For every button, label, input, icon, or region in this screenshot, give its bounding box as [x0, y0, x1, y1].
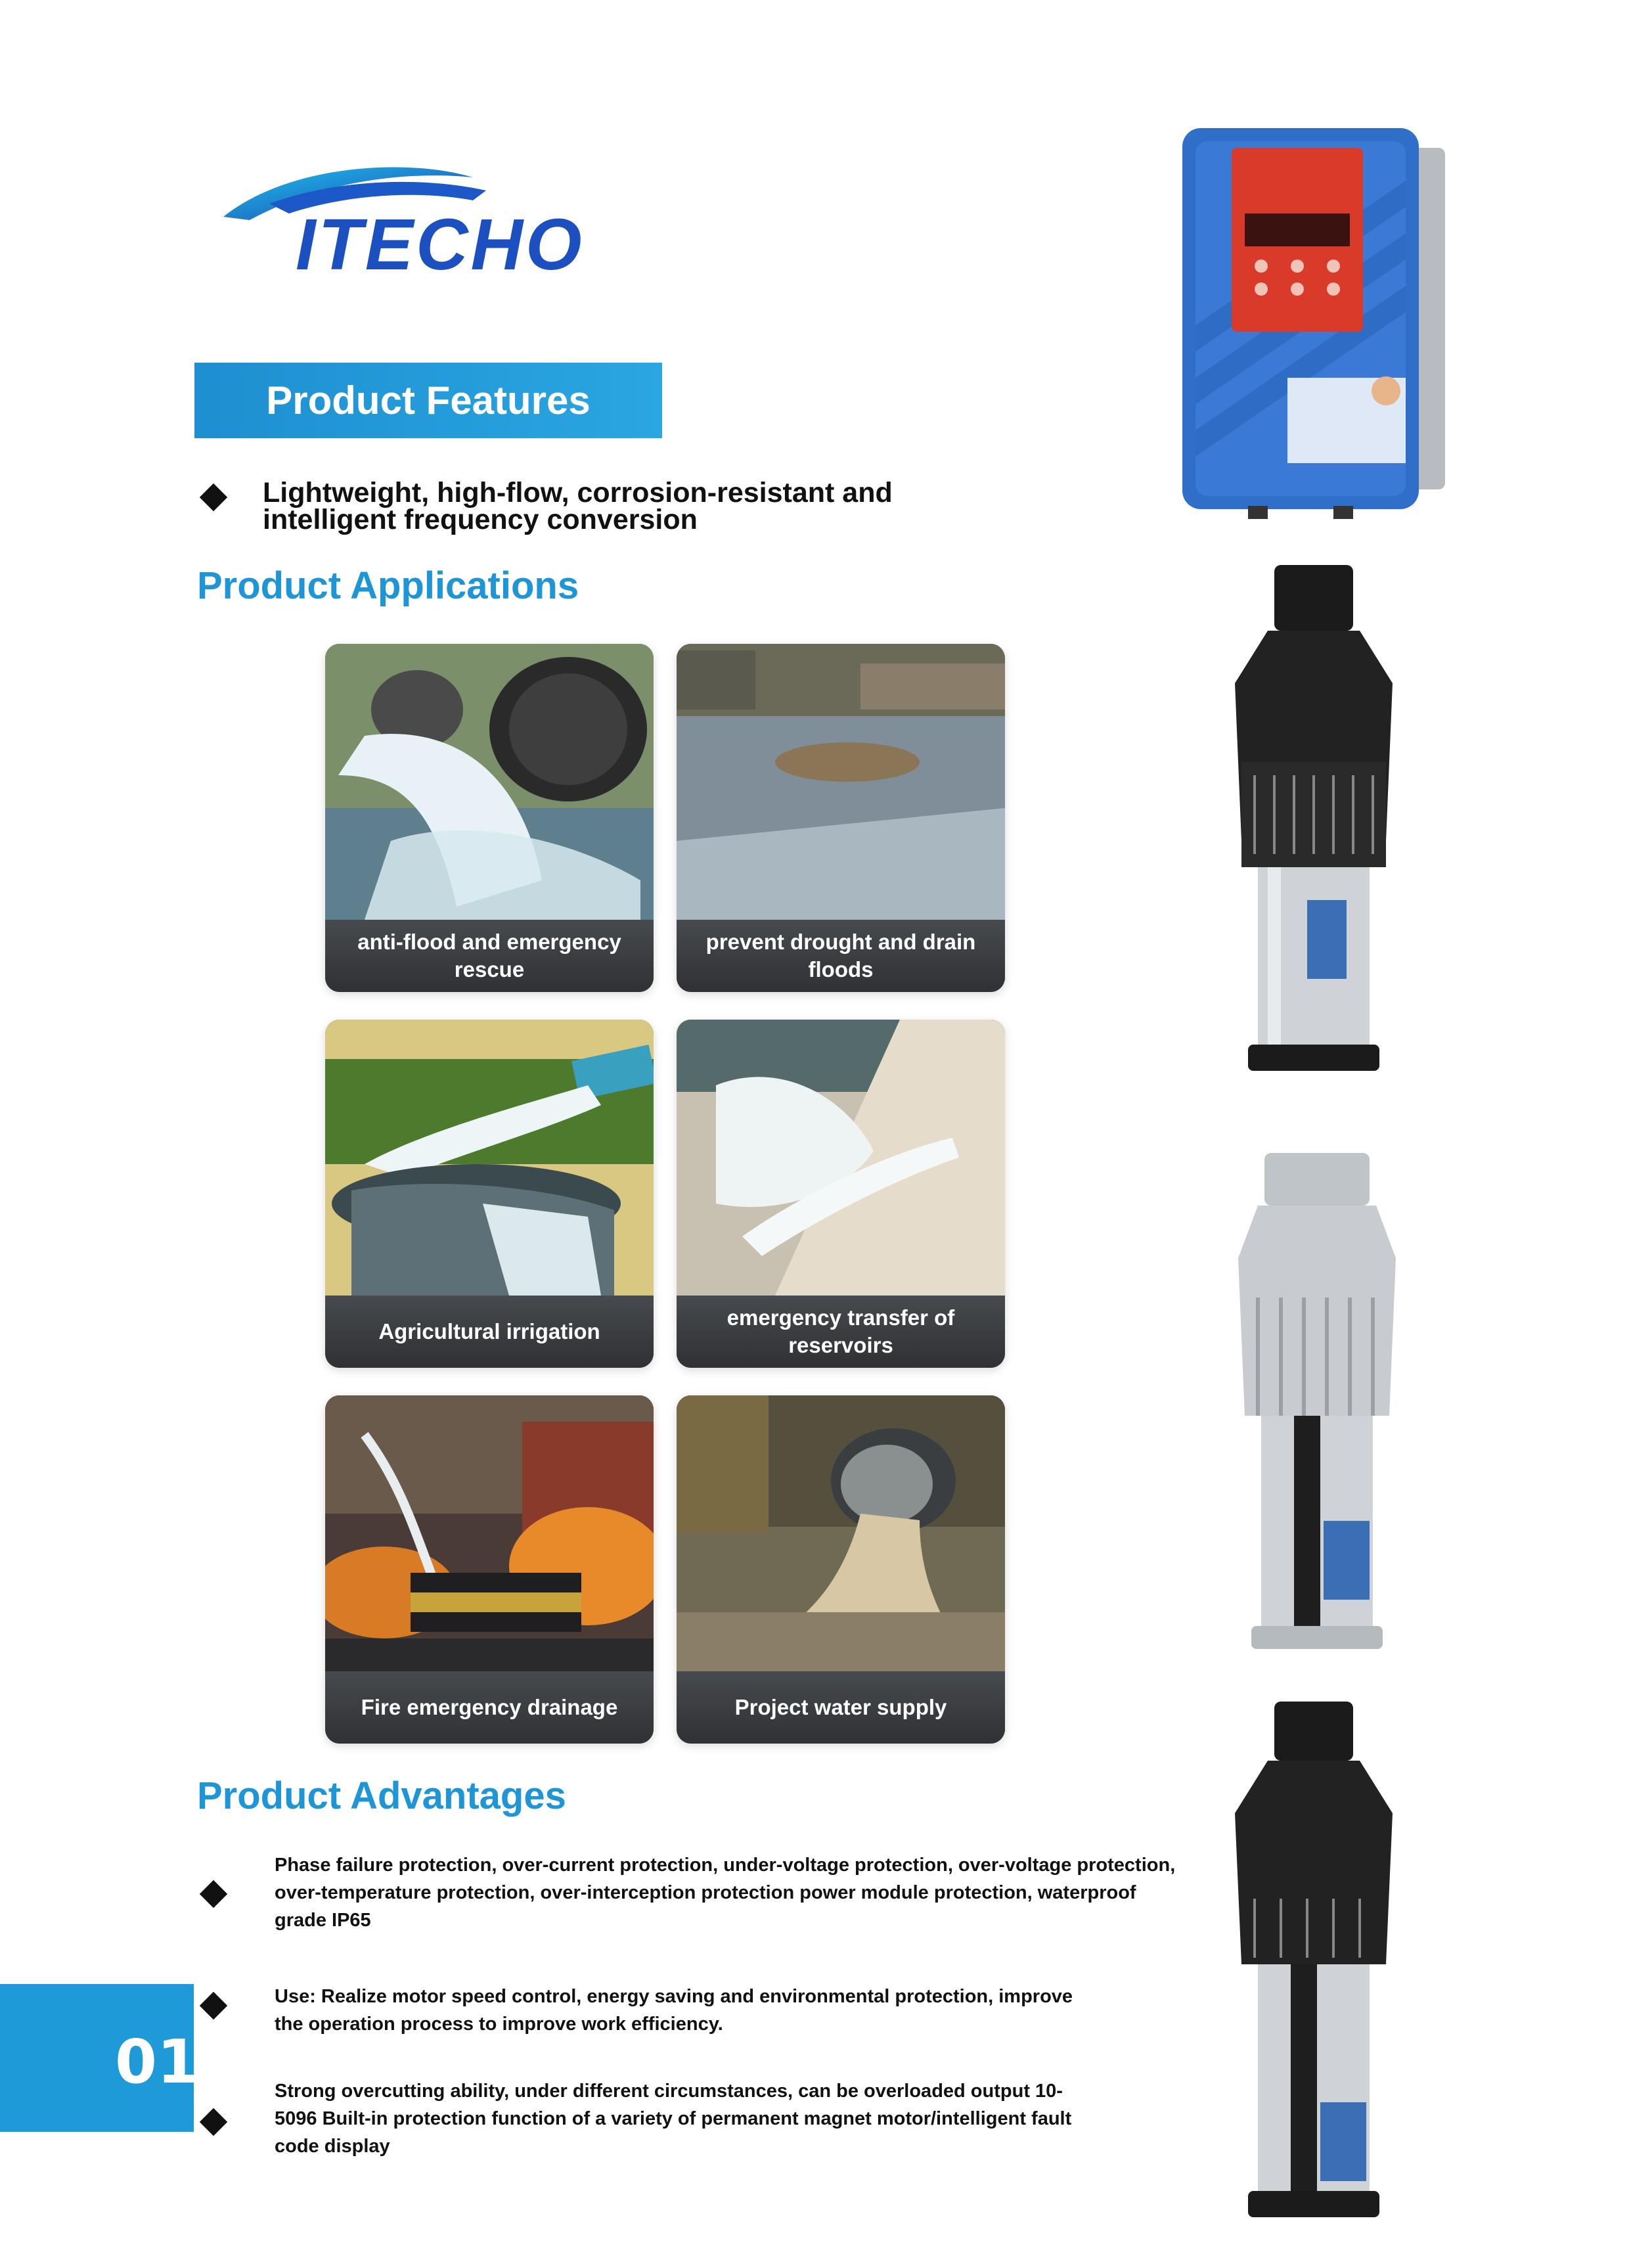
- application-card-irrigation: [325, 1020, 654, 1368]
- irrigation-pipe-photo: [325, 1020, 654, 1296]
- advantage-item: Strong overcutting ability, under different circumstances, can be overloaded output 10-5096 Built-in protection function of a variety of permanent magnet motor/intelligent fault code display: [275, 2081, 1072, 2157]
- bullet-diamond-icon: [200, 1880, 227, 1908]
- water-outflow-pipe-photo: [325, 644, 654, 920]
- brand-logo: [210, 151, 617, 282]
- flooded-road-photo: [677, 644, 1005, 920]
- advantage-item: Phase failure protection, over-current protection, under-voltage protection, over-voltage protection, over-temperature protection, over-interception protection power module protection, waterproof grade IP65: [275, 1855, 1176, 1931]
- application-caption: anti-flood and emergency rescue: [325, 920, 654, 992]
- bullet-diamond-icon: [200, 484, 227, 511]
- logo-text: ITECHO: [296, 204, 585, 282]
- advantage-item: Use: Realize motor speed control, energy saving and environmental protection, improve the operation process to improve work efficiency.: [275, 1986, 1073, 2035]
- pump-black-top-long-image: [1228, 1702, 1399, 2221]
- firefighters-photo: [325, 1395, 654, 1671]
- application-caption: emergency transfer of reservoirs: [677, 1296, 1005, 1368]
- bullet-diamond-icon: [200, 1992, 227, 2019]
- product-advantages-title: Product Advantages: [197, 1774, 566, 1817]
- application-card-anti-flood: [325, 644, 654, 992]
- page-number: 01: [115, 2027, 200, 2097]
- bullet-diamond-icon: [200, 2108, 227, 2136]
- product-applications-title: Product Applications: [197, 564, 579, 607]
- pump-black-top-image: [1228, 565, 1399, 1074]
- pump-stainless-image: [1232, 1153, 1402, 1652]
- application-card-water-supply: [677, 1395, 1005, 1744]
- application-card-drought: [677, 644, 1005, 992]
- page-number-tab: [0, 1984, 200, 2132]
- application-caption: Agricultural irrigation: [325, 1296, 654, 1368]
- application-caption: prevent drought and drain floods: [677, 920, 1005, 992]
- controller-box-image: [1176, 128, 1458, 522]
- application-card-fire: [325, 1395, 654, 1744]
- application-caption: Fire emergency drainage: [325, 1671, 654, 1744]
- reservoir-spillway-photo: [677, 1020, 1005, 1296]
- feature-item: Lightweight, high-flow, corrosion-resistant and intelligent frequency conversion: [263, 477, 893, 535]
- product-features-title: Product Features: [194, 363, 662, 438]
- discharge-pipe-photo: [677, 1395, 1005, 1671]
- application-caption: Project water supply: [677, 1671, 1005, 1744]
- application-card-reservoir: [677, 1020, 1005, 1368]
